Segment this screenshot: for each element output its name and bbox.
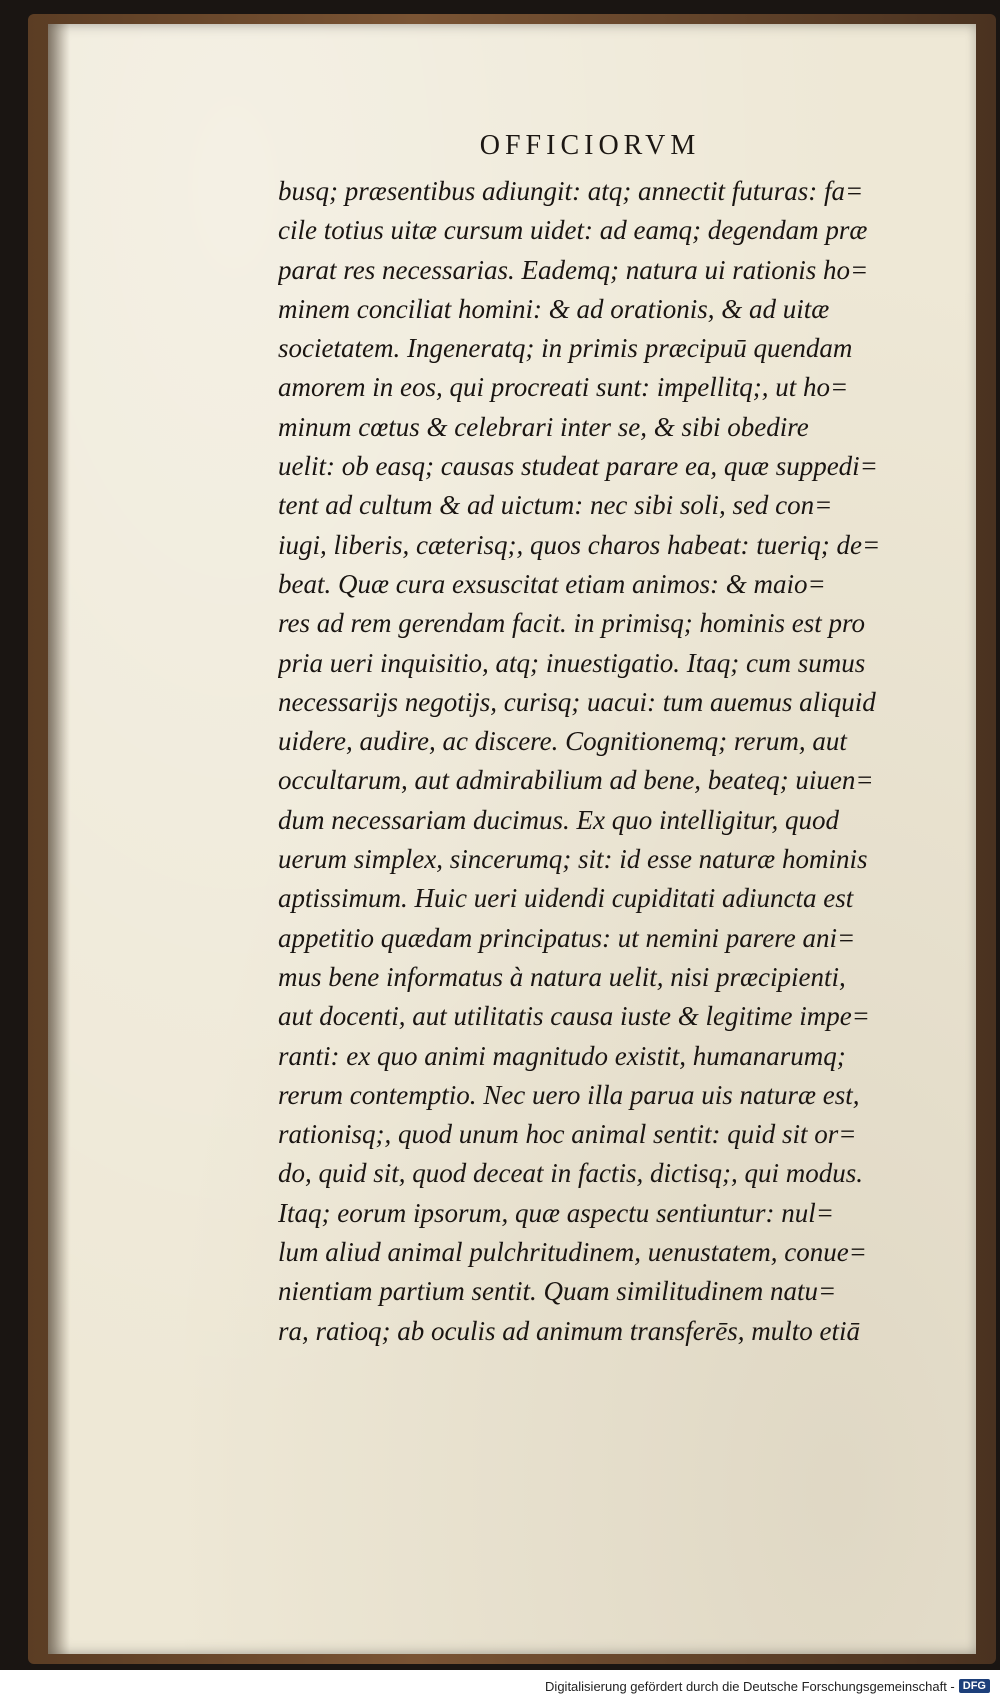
text-line: pria ueri inquisitio, atq; inuestigatio. Itaq; cum sumus [278, 647, 866, 678]
text-line: tent ad cultum & ad uictum: nec sibi soli, sed con= [278, 490, 833, 521]
text-line: dum necessariam ducimus. Ex quo intelligitur, quod [278, 804, 839, 835]
text-line: uelit: ob easq; causas studeat parare ea, quæ suppedi= [278, 451, 878, 482]
text-line: ranti: ex quo animi magnitudo existit, humanarumq; [278, 1040, 846, 1071]
text-line: res ad rem gerendam facit. in primisq; hominis est pro [278, 608, 865, 639]
text-line: societatem. Ingeneratq; in primis præcipuū quendam [278, 333, 853, 364]
text-line: aut docenti, aut utilitatis causa iuste & legitime impe= [278, 1001, 870, 1032]
text-line: occultarum, aut admirabilium ad bene, beateq; uiuen= [278, 765, 874, 796]
text-line: amorem in eos, qui procreati sunt: impellitq;, ut ho= [278, 372, 849, 403]
text-line: uidere, audire, ac discere. Cognitionemq; rerum, aut [278, 726, 847, 757]
text-line: uerum simplex, sincerumq; sit: id esse naturæ hominis [278, 844, 868, 875]
text-line: beat. Quæ cura exsuscitat etiam animos: & maio= [278, 568, 826, 599]
text-line: rerum contemptio. Nec uero illa parua uis naturæ est, [278, 1079, 860, 1110]
text-line: busq; præsentibus adiungit: atq; annectit futuras: fa= [278, 176, 864, 206]
text-line: lum aliud animal pulchritudinem, uenustatem, conue= [278, 1237, 867, 1268]
text-line: do, quid sit, quod deceat in factis, dictisq;, qui modus. [278, 1158, 863, 1189]
footer-credit-text: Digitalisierung gefördert durch die Deutsche Forschungsgemeinschaft - [545, 1678, 955, 1694]
text-line: rationisq;, quod unum hoc animal sentit: quid sit or= [278, 1119, 857, 1150]
dfg-logo-icon: DFG [959, 1679, 990, 1693]
text-line: Itaq; eorum ipsorum, quæ aspectu sentiuntur: nul= [278, 1197, 834, 1228]
text-line: minem conciliat homini: & ad orationis, & ad uitæ [278, 293, 830, 324]
text-line: necessarijs negotijs, curisq; uacui: tum auemus aliquid [278, 686, 876, 717]
text-line: nientiam partium sentit. Quam similitudinem natu= [278, 1276, 837, 1307]
body-text [280, 172, 940, 1351]
text-line: mus bene informatus à natura uelit, nisi præcipienti, [278, 961, 846, 992]
digitization-footer [0, 1670, 1000, 1702]
text-line: appetitio quædam principatus: ut nemini parere ani= [278, 922, 856, 953]
text-line: cile totius uitæ cursum uidet: ad eamq; degendam præ [278, 215, 868, 246]
text-line: ra, ratioq; ab oculis ad animum transferēs, multo etiā [278, 1315, 860, 1346]
text-line: parat res necessarias. Eademq; natura ui rationis ho= [278, 254, 869, 285]
running-head: OFFICIORVM [479, 130, 701, 161]
text-line: aptissimum. Huic ueri uidendi cupiditati adiuncta est [278, 883, 854, 914]
text-line: minum cœtus & celebrari inter se, & sibi obedire [278, 411, 809, 442]
text-line: iugi, liberis, cæterisq;, quos charos habeat: tueriq; de= [278, 529, 881, 560]
page-gutter-shadow [48, 24, 70, 1654]
